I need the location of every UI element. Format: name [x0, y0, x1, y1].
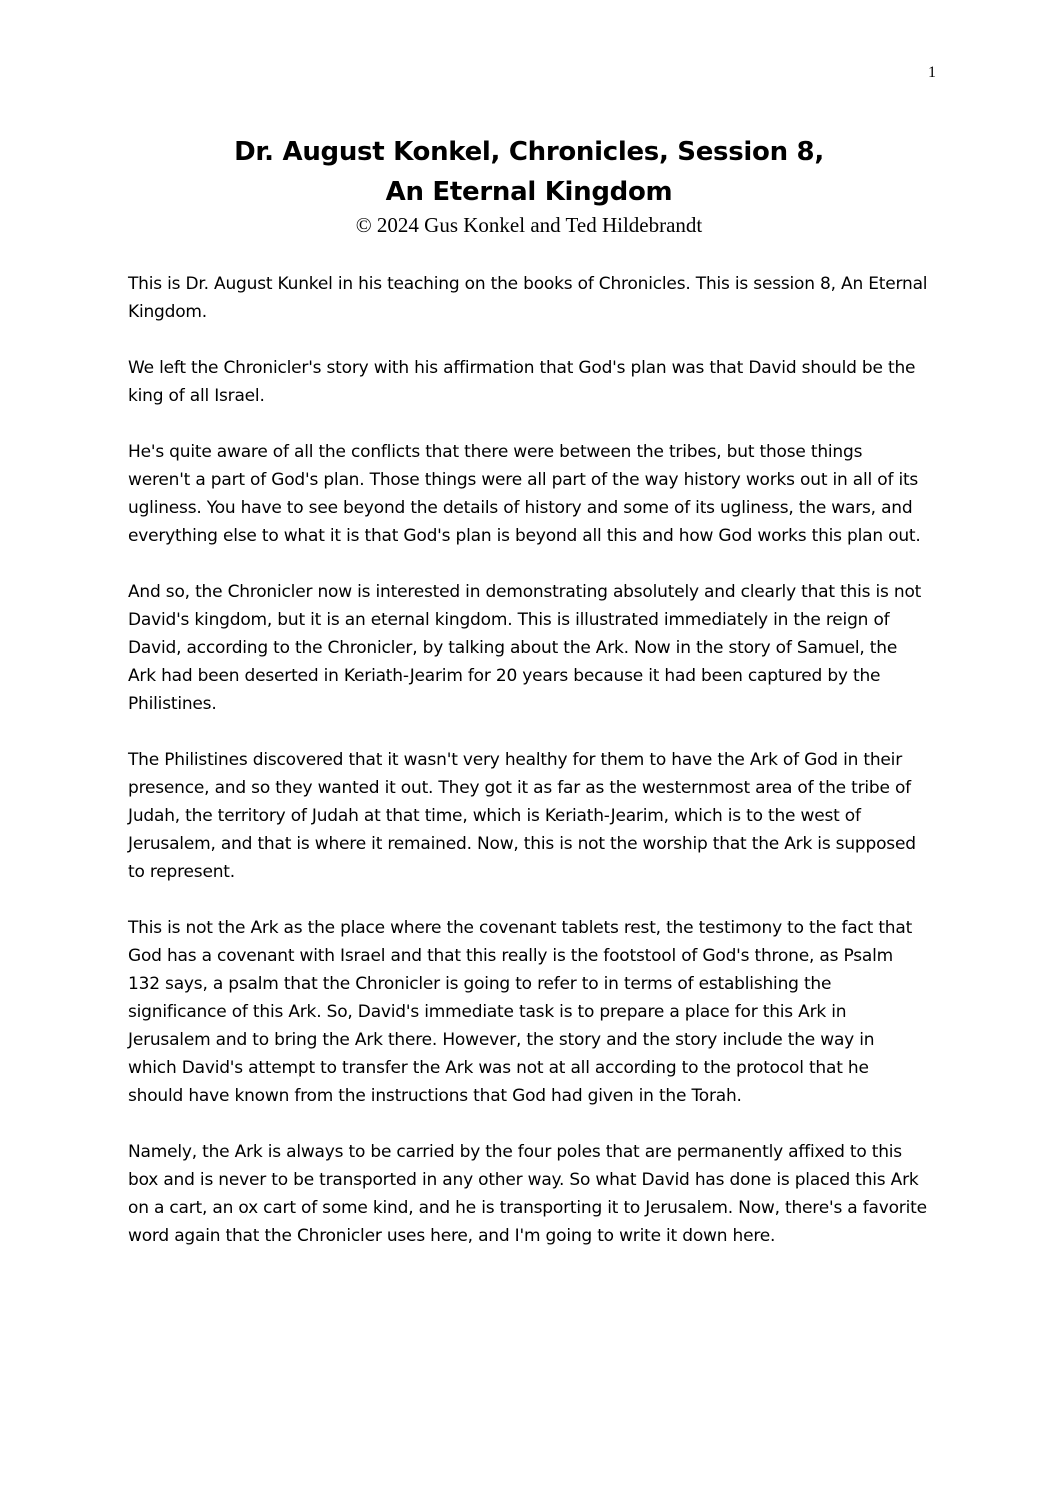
document-title — [0, 132, 1058, 212]
paragraph: Namely, the Ark is always to be carried by the four poles that are permanently affixed to this box and is never to be transported in any other way. So what David has done is placed this Ark on a cart, an ox cart of some kind, and he is transporting it to Jerusalem. Now, there's a favorite word again that the Chronicler uses here, and I'm going to write it down here. — [128, 1142, 927, 1246]
copyright-line: © 2024 Gus Konkel and Ted Hildebrandt — [355, 213, 703, 237]
title-line-2: An Eternal Kingdom — [385, 177, 673, 207]
paragraph: He's quite aware of all the conflicts that there were between the tribes, but those things weren't a part of God's plan. Those things were all part of the way history works out in all of its ugliness. You have to see beyond the details of history and some of its ugliness, the wars, and everything else to what it is that God's plan is beyond all this and how God works this plan out. — [128, 442, 921, 546]
paragraph: We left the Chronicler's story with his affirmation that God's plan was that David should be the king of all Israel. — [128, 358, 916, 406]
paragraph: And so, the Chronicler now is interested in demonstrating absolutely and clearly that this is not David's kingdom, but it is an eternal kingdom. This is illustrated immediately in the reign of David, according to the Chronicler, by talking about the Ark. Now in the story of Samuel, the Ark had been deserted in Keriath-Jearim for 20 years because it had been captured by the Philistines. — [128, 582, 922, 714]
paragraph: The Philistines discovered that it wasn't very healthy for them to have the Ark of God in their presence, and so they wanted it out. They got it as far as the westernmost area of the tribe of Judah, the territory of Judah at that time, which is Keriath-Jearim, which is to the west of Jerusalem, and that is where it remained. Now, this is not the worship that the Ark is supposed to represent. — [128, 750, 916, 882]
page-number: 1 — [928, 64, 936, 81]
title-block — [0, 132, 1058, 238]
body-text — [128, 270, 928, 1278]
paragraph: This is not the Ark as the place where the covenant tablets rest, the testimony to the fact that God has a covenant with Israel and that this really is the footstool of God's throne, as Psalm 132 says, a psalm that the Chronicler is going to refer to in terms of establishing the significance of this Ark. So, David's immediate task is to prepare a place for this Ark in Jerusalem and to bring the Ark there. However, the story and the story include the way in which David's attempt to transfer the Ark was not at all according to the protocol that he should have known from the instructions that God had given in the Torah. — [128, 918, 913, 1106]
paragraph: This is Dr. August Kunkel in his teaching on the books of Chronicles. This is session 8, An Eternal Kingdom. — [128, 274, 928, 322]
title-line-1: Dr. August Konkel, Chronicles, Session 8, — [234, 137, 824, 167]
